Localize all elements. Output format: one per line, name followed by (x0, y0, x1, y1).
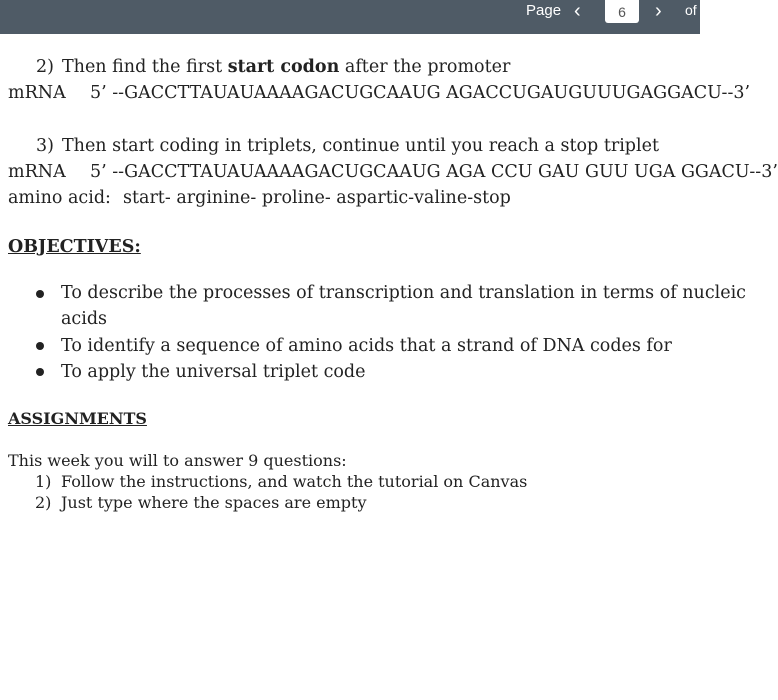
page-count-label: of (685, 2, 697, 18)
objective-item: To describe the processes of transcription and translation in terms of nucleic (61, 283, 746, 303)
assignment-number: 2) (35, 493, 52, 512)
page-label: Page (526, 2, 562, 19)
objective-item: To identify a sequence of amino acids that a strand of DNA codes for (61, 336, 672, 356)
amino-acid-sequence: start- arginine- proline- aspartic-valine-stop (123, 188, 511, 208)
bullet-icon (36, 290, 44, 298)
assignment-item (35, 492, 366, 514)
step-number: 3) (36, 136, 54, 156)
objectives-heading: OBJECTIVES: (8, 237, 141, 257)
step-text: after the promoter (339, 57, 511, 77)
step-2-line (36, 56, 510, 78)
amino-acid-label: amino acid: (8, 188, 111, 208)
step-number: 2) (36, 57, 54, 77)
step-2-mrna-line (8, 82, 750, 104)
step-bold-term: start codon (227, 57, 340, 77)
bullet-icon (36, 368, 44, 376)
step-text: Then find the first (62, 57, 228, 77)
bullet-icon (36, 342, 44, 350)
step-3-mrna-line (8, 161, 778, 183)
mrna-sequence: 5’ --GACCTTAUAUAAAAGACUGCAAUG AGACCUGAUGUUUGAGGACU--3’ (90, 83, 751, 103)
chevron-right-icon[interactable]: › (655, 0, 662, 22)
assignment-number: 1) (35, 472, 52, 491)
objective-item: To apply the universal triplet code (61, 362, 366, 382)
mrna-sequence: 5’ --GACCTTAUAUAAAAGACUGCAAUG AGA CCU GAU GUU UGA GGACU--3’ (90, 162, 778, 182)
objective-item-continuation: acids (61, 309, 108, 329)
chevron-left-icon[interactable]: ‹ (574, 0, 581, 22)
amino-acid-line (8, 187, 511, 209)
assignment-text: Just type where the spaces are empty (61, 493, 367, 512)
assignment-text: Follow the instructions, and watch the tutorial on Canvas (61, 472, 528, 491)
step-3-line (36, 135, 659, 157)
assignment-item (35, 471, 527, 493)
mrna-label: mRNA (8, 162, 66, 182)
assignments-heading: ASSIGNMENTS (8, 409, 147, 428)
mrna-label: mRNA (8, 83, 66, 103)
assignments-intro: This week you will to answer 9 questions: (8, 451, 347, 470)
step-text: Then start coding in triplets, continue until you reach a stop triplet (62, 136, 659, 156)
